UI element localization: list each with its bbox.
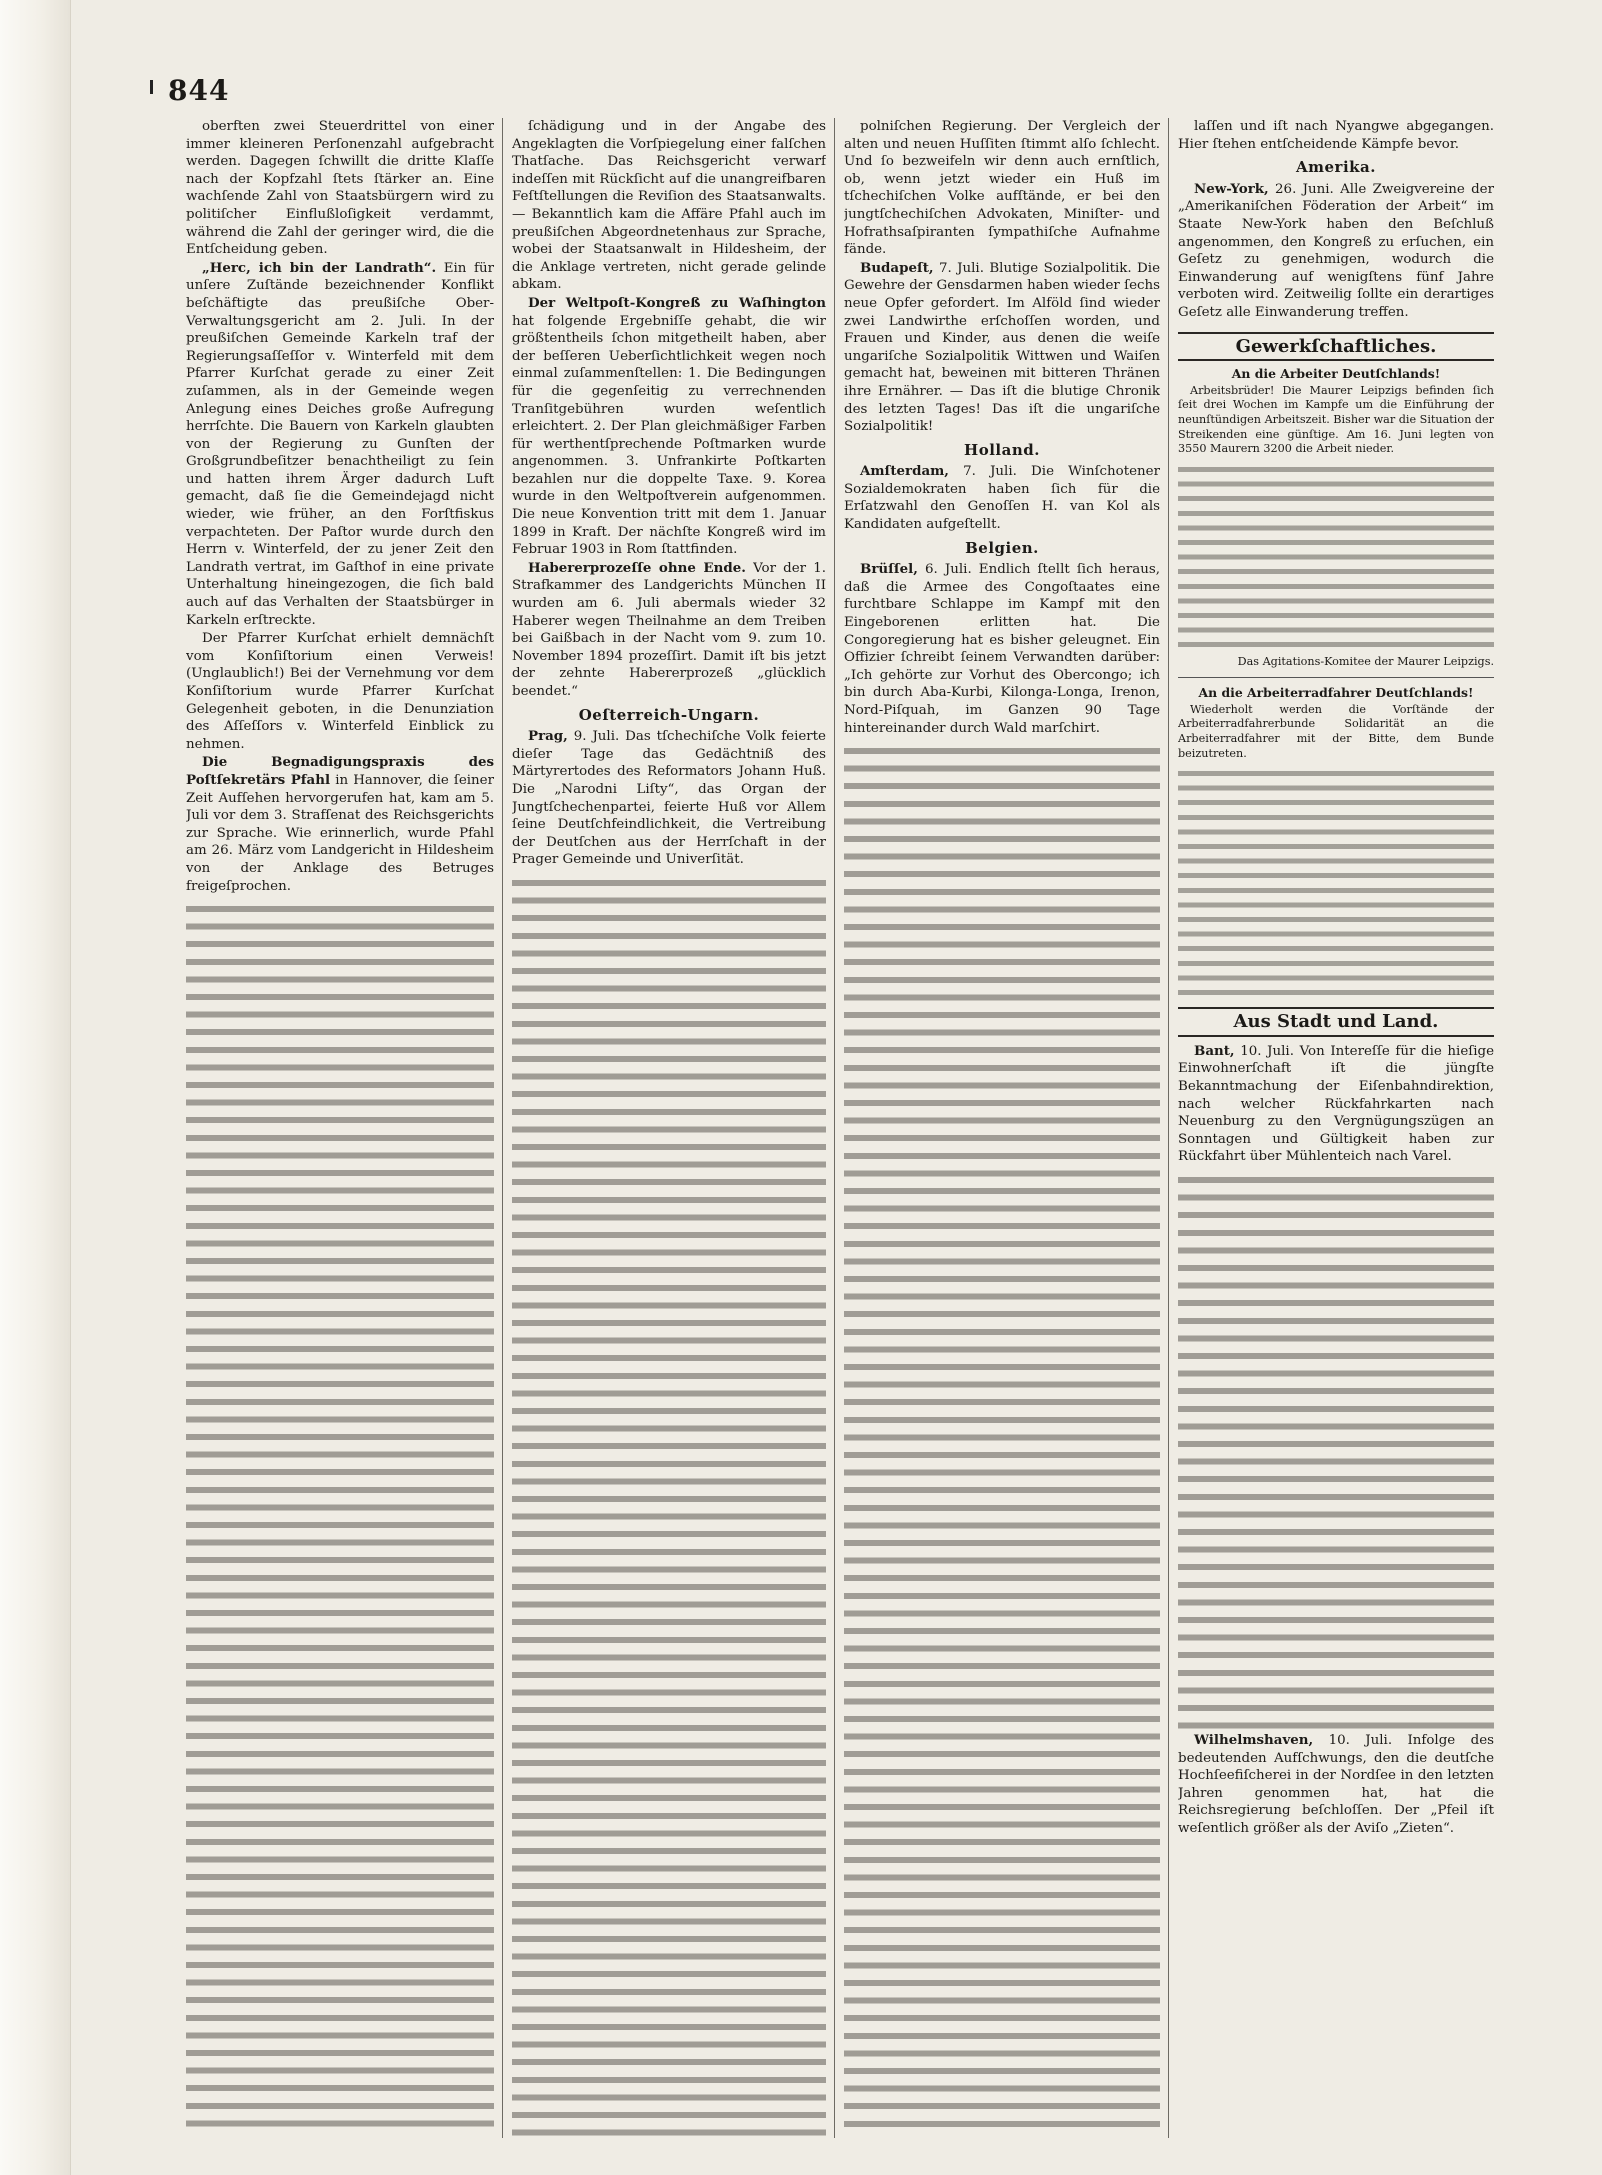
col4-article-wilhelmshaven: [1178, 1732, 1494, 1838]
notice-heading-radfahrer: An die Arbeiterradfahrer Deutſchlands!: [1198, 685, 1474, 701]
col2-article-weltpost: [512, 295, 826, 559]
col2-continued-text: [512, 875, 826, 2138]
col2-article-haberer: [512, 560, 826, 701]
col2-text-haberer: Vor der 1. Strafkammer des Landgerichts München II wurden am 6. Juli abermals wieder 32 Haberer wegen Theilnahme an dem Treiben bei Gaißbach in der Nacht vom 9. zum 10. November 1894 prozeſſirt. Damit iſt bis jetzt der zehnte Habererprozeß „glücklich beendet.“: [512, 560, 826, 699]
margin-mark: [150, 80, 153, 94]
col4-dateline-newyork: New-York,: [1194, 180, 1269, 197]
page-number: 844: [168, 74, 230, 107]
col4-article-bant: [1178, 1043, 1494, 1166]
col4-dateline-bant: Bant,: [1194, 1042, 1235, 1059]
col4-text-wilhelmshaven: 10. Juli. Infolge des bedeutenden Aufſchwungs, den die deutſche Hochſeefiſcherei in der Nordſee in den letzten Jahren genommen hat, hat die Reichsregierung beſchloſſen. Der „Pfeil iſt weſentlich größer als der Aviſo „Zieten“.: [1178, 1733, 1494, 1836]
section-heading-amerika: Amerika.: [1296, 158, 1376, 177]
col2-article-prag: [512, 728, 826, 869]
col4-paragraph-1: laſſen und iſt nach Nyangwe abgegangen. Hier ſtehen entſcheidende Kämpfe bevor.: [1178, 119, 1494, 152]
col4-text-newyork: 26. Juni. Alle Zweigvereine der „Amerikaniſchen Föderation der Arbeit“ im Staate New-York haben den Beſchluß angenommen, den Kongreß zu erſuchen, ein Geſetz zu genehmigen, wodurch die Einwanderung auf wenigſtens fünf Jahre verboten wird. Zeitweilig ſollte ein derartiges Geſetz alle Einwanderung treffen.: [1178, 181, 1494, 320]
column-rule: [502, 118, 503, 2138]
col3-paragraph-1: polniſchen Regierung. Der Vergleich der alten und neuen Huſſiten ſtimmt alſo ſchlecht. Und ſo bezweifeln wir denn auch ernſtlich, ob, wenn jetzt wieder ein Huß im tſchechiſchen Volke aufſtände, er bei den jungtſchechiſchen Advokaten, Miniſter- und Hofrathsaſpiranten ſympathiſche Aufnahme fände.: [844, 119, 1160, 258]
col1-text-landrath: Ein für unſere Zuſtände bezeichnender Konflikt beſchäftigte das preußiſche Ober-Verwaltungsgericht am 2. Juli. In der preußiſchen Gemeinde Karkeln traf der Regierungsaſſeſſor v. Winterfeld mit dem Pfarrer Kurſchat gerade zu einer Zeit zuſammen, als in der Gemeinde wegen Anlegung eines Deiches große Aufregung herrſchte. Die Bauern von Karkeln glaubten von der Regierung zu Gunſten der Großgrundbeſitzer benachtheiligt zu ſein und hatten ihrem Ärger dadurch Luft gemacht, daß ſie die Gemeindejagd nicht wieder, wie früher, an den Forſtfiskus verpachteten. Der Paſtor wurde durch den Herrn v. Winterfeld, der zu jener Zeit den Landrath vertrat, im Gaſthof in eine private Unterhaltung hineingezogen, die ſich bald auch auf das Verhalten der Staatsbürger in Karkeln erſtreckte.: [186, 260, 494, 628]
col1-text-pfahl: in Hannover, die ſeiner Zeit Aufſehen hervorgerufen hat, kam am 5. Juli vor dem 3. Strafſenat des Reichsgerichts zur Sprache. Wie erinnerlich, wurde Pfahl am 26. März vom Landgericht in Hildesheim von der Anklage des Betruges freigeſprochen.: [186, 772, 494, 894]
col3-text-amsterdam: 7. Juli. Die Winſchotener Sozialdemokraten haben ſich für die Erſatzwahl den Genoſſen H. van Kol als Kandidaten aufgeſtellt.: [844, 464, 1160, 533]
col3-dateline-budapest: Budapeſt,: [860, 259, 934, 276]
col3-article-bruessel: [844, 561, 1160, 737]
notice-heading-arbeiter-deutschlands: An die Arbeiter Deutſchlands!: [1231, 366, 1441, 382]
notice-continued-text: [1178, 463, 1494, 653]
col2-headline-weltpost: Der Weltpoſt-Kongreß zu Waſhington: [528, 294, 826, 311]
col2-dateline-prag: Prag,: [528, 728, 568, 745]
col4-dateline-wilhelmshaven: Wilhelmshaven,: [1194, 1732, 1314, 1748]
section-heading-oesterreich: Oeſterreich-Ungarn.: [578, 705, 760, 724]
col2-paragraph-1: ſchädigung und in der Angabe des Angeklagten die Vorſpiegelung einer falſchen Thatſache. Das Reichsgericht verwarf indeſſen mit Rückſicht auf die unangreifbaren Feſtſtellungen die Reviſion des Staatsanwalts. — Bekanntlich kam die Affäre Pfahl auch im preußiſchen Abgeordnetenhaus zur Sprache, wobei der Staatsanwalt in Hildesheim, der die Anklage vertreten, nicht gerade gelinde abkam.: [512, 119, 826, 293]
col4-article-newyork: [1178, 181, 1494, 322]
col1-continued-text: [186, 901, 494, 2138]
notice-text-maurer: Arbeitsbrüder! Die Maurer Leipzigs befinden ſich ſeit drei Wochen im Kampfe um die Einführung der neunſtündigen Arbeitszeit. Bisher war die Situation der Streikenden eine günſtige. Am 16. Juni legten von 3550 Maurern 3200 die Arbeit nieder.: [1178, 383, 1494, 456]
section-heading-holland: Holland.: [964, 440, 1040, 459]
col1-paragraph-3: Der Pfarrer Kurſchat erhielt demnächſt vom Konſiſtorium einen Verweis! (Unglaublich!) Bei der Vernehmung vor dem Konſiſtorium wurde Pfarrer Kurſchat Gelegenheit geboten, in die Denunziation des Aſſeſſors v. Winterfeld Einblick zu nehmen.: [186, 631, 494, 752]
scan-binding-edge: [0, 0, 71, 2175]
col4-continued-text: [1178, 1172, 1494, 1732]
notice-radfahrer-continued-text: [1178, 767, 1494, 997]
col1-headline-landrath: „Herc, ich bin der Landrath“.: [202, 259, 437, 276]
column-2: [512, 118, 826, 2138]
notice-radfahrer: [1178, 677, 1494, 997]
column-1: [186, 118, 494, 2138]
column-rule: [1168, 118, 1169, 2138]
col3-article-budapest: [844, 260, 1160, 436]
col3-article-amsterdam: [844, 463, 1160, 533]
col1-article-pfahl: [186, 754, 494, 895]
col3-dateline-bruessel: Brüſſel,: [860, 561, 918, 578]
column-4: [1178, 118, 1494, 2138]
col4-text-bant: 10. Juli. Von Intereſſe für die hieſige Einwohnerſchaft iſt die jüngſte Bekanntmachung der Eiſenbahndirektion, nach welcher Rückfahrkarten nach Neuenburg zu den Vergnügungszügen an Sonntagen und Gültigkeit haben zur Rückfahrt über Mühlenteich nach Varel.: [1178, 1043, 1494, 1165]
col1-headline-pfahl: Die Begnadigungspraxis des Poſtſekretärs Pfahl: [186, 754, 494, 788]
col1-article-landrath: [186, 260, 494, 629]
col3-text-bruessel: 6. Juli. Endlich ſtellt ſich heraus, daß die Armee des Congoſtaates eine furchtbare Schlappe im Kampf mit den Eingeborenen erlitten hat. Die Congoregierung hat es bisher geleugnet. Ein Offizier ſchreibt ſeinem Verwandten darüber: „Ich gehörte zur Vorhut des Obercongo; ich bin durch Aba-Kurbi, Kilonga-Longa, Irenon, Nord-Piſquah, im Ganzen 90 Tage hintereinander durch Wald marſchirt.: [844, 562, 1160, 736]
section-heading-stadt-und-land: Aus Stadt und Land.: [1178, 1007, 1494, 1037]
notice-maurer-leipzig: [1178, 367, 1494, 669]
column-rule: [834, 118, 835, 2138]
notice-text-radfahrer: Wiederholt werden die Vorſtände der Arbeiterradfahrerbunde Solidarität an die Arbeiterradfahrer mit der Bitte, dem Bunde beizutreten.: [1178, 702, 1494, 760]
notice-signature: Das Agitations-Komitee der Maurer Leipzigs.: [1237, 654, 1494, 668]
col2-headline-haberer: Habererprozeſſe ohne Ende.: [528, 559, 746, 576]
section-heading-gewerkschaftliches: Gewerkſchaftliches.: [1178, 332, 1494, 362]
col3-text-budapest: 7. Juli. Blutige Sozialpolitik. Die Gewehre der Gensdarmen haben wieder ſechs neue Opfer gefordert. Im Alföld ſind wieder zwei Landwirthe erſchoſſen worden, und Frauen und Kinder, aus denen die weiſe ungariſche Sozialpolitik Wittwen und Waiſen gemacht hat, beweinen mit bitteren Thränen ihre Ernährer. — Das iſt die blutige Chronik des letzten Tages! Das iſt die ungariſche Sozialpolitik!: [844, 260, 1160, 435]
col3-continued-text: [844, 743, 1160, 2138]
section-heading-belgien: Belgien.: [965, 538, 1039, 557]
col2-text-weltpost: hat folgende Ergebniſſe gehabt, die wir größtentheils ſchon mitgetheilt haben, aber der beſſeren Ueberſichtlichkeit wegen noch einmal zuſammenſtellen: 1. Die Bedingungen für die gegenſeitig zu verrechnenden Tranſitgebühren wurden weſentlich erleichtert. 2. Der Plan gleichmäßiger Farben für werthentſprechende Poſtmarken wurde angenommen. 3. Unfrankirte Poſtkarten bezahlen nur die doppelte Taxe. 9. Korea wurde in den Weltpoſtverein aufgenommen. Die neue Konvention tritt mit dem 1. Januar 1899 in Kraft. Der nächſte Kongreß wird im Februar 1903 in Rom ſtattfinden.: [512, 313, 826, 558]
column-3: [844, 118, 1160, 2138]
col1-paragraph-1: oberften zwei Steuerdrittel von einer immer kleineren Perſonenzahl aufgebracht werden. Dagegen ſchwillt die dritte Klaſſe nach der Kopfzahl ſtets ſtärker an. Eine wachſende Zahl von Staatsbürgern wird zu politiſcher Einflußloſigkeit verdammt, während die Zahl der geringer wird, die die Entſcheidung geben.: [186, 119, 494, 258]
col3-dateline-amsterdam: Amſterdam,: [860, 463, 949, 480]
col2-text-prag: 9. Juli. Das tſchechiſche Volk feierte dieſer Tage das Gedächtniß des Märtyrertodes des Reformators Johann Huß. Die „Narodni Liſty“, das Organ der Jungtſchechenpartei, feierte Huß vor Allem ſeine Deutſchfeindlichkeit, die Vertreibung der Deutſchen aus der Herrſchaft in der Prager Gemeinde und Univerſität.: [512, 729, 826, 868]
